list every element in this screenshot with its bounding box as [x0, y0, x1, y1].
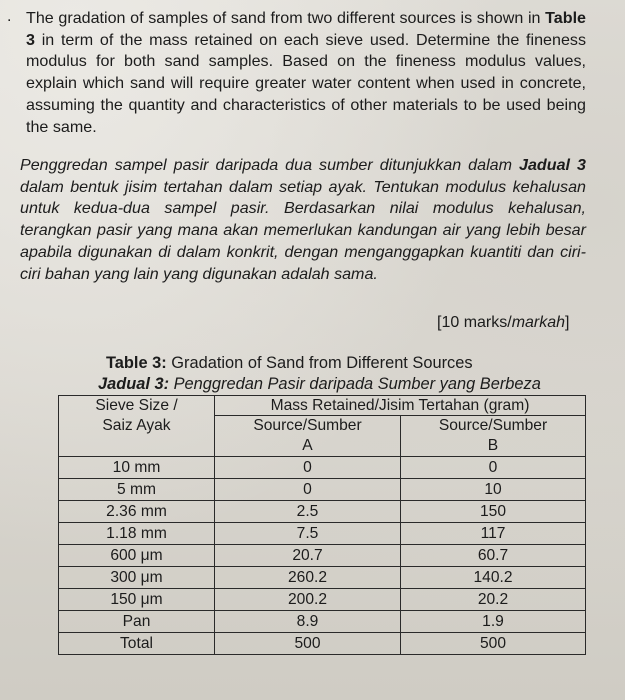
table-caption-english-label: Table 3:: [106, 354, 167, 372]
source-b-cell: 500: [401, 633, 586, 655]
source-b-header: [401, 416, 586, 457]
table-row: [59, 523, 586, 545]
sieve-size-cell: 300 μm: [59, 567, 215, 589]
sieve-size-cell: Pan: [59, 611, 215, 633]
table-row: [59, 457, 586, 479]
sieve-size-header-line2: Saiz Ayak: [102, 417, 171, 434]
table-header-row: [59, 396, 586, 416]
marks-label: [437, 313, 570, 333]
sieve-size-cell: 600 μm: [59, 545, 215, 567]
source-b-cell: 140.2: [401, 567, 586, 589]
source-a-cell: 20.7: [215, 545, 401, 567]
question-text-malay: [20, 155, 586, 285]
question-text-english: [26, 8, 586, 138]
source-a-header-line2: A: [302, 437, 313, 454]
table-row-total: [59, 633, 586, 655]
source-b-header-line1: Source/Sumber: [438, 417, 548, 434]
source-b-cell: 117: [401, 523, 586, 545]
table-row: [59, 589, 586, 611]
table-caption-malay-title: Penggredan Pasir daripada Sumber yang Berbeza: [169, 375, 541, 393]
mass-retained-header: Mass Retained/Jisim Tertahan (gram): [215, 396, 586, 416]
source-a-cell: 0: [215, 479, 401, 501]
sieve-size-cell: 10 mm: [59, 457, 215, 479]
malay-text-start: Penggredan sampel pasir daripada dua sumber ditunjukkan dalam: [20, 156, 520, 174]
sieve-size-cell: Total: [59, 633, 215, 655]
source-b-cell: 10: [401, 479, 586, 501]
table-caption-english: [106, 353, 473, 373]
table-caption-malay: [98, 374, 541, 394]
question-bullet: .: [7, 8, 12, 25]
sieve-size-cell: 2.36 mm: [59, 501, 215, 523]
source-a-header-line1: Source/Sumber: [253, 417, 362, 434]
source-a-cell: 7.5: [215, 523, 401, 545]
source-b-cell: 150: [401, 501, 586, 523]
source-a-cell: 260.2: [215, 567, 401, 589]
sieve-size-cell: 5 mm: [59, 479, 215, 501]
table-row: [59, 567, 586, 589]
sieve-size-header: [59, 396, 215, 457]
source-b-header-line2: B: [487, 437, 499, 454]
source-b-cell: 0: [401, 457, 586, 479]
table-reference: Table 3: [26, 9, 586, 49]
table-caption-english-title: Gradation of Sand from Different Sources: [166, 354, 473, 372]
table-row: [59, 611, 586, 633]
sieve-size-cell: 1.18 mm: [59, 523, 215, 545]
source-b-cell: 1.9: [401, 611, 586, 633]
source-a-cell: 8.9: [215, 611, 401, 633]
malay-text-end: dalam bentuk jisim tertahan dalam setiap ayak. Tentukan modulus kehalusan untuk kedua-dua sampel pasir. Berdasarkan nilai modulus kehalusan, terangkan pasir yang mana akan memerlukan kandungan air yang lebih besar apabila digunakan di dalam konkrit, dengan menganggapkan kuantiti dan ciri-ciri bahan yang lain yang digunakan adalah sama.: [20, 177, 586, 283]
source-a-header: [215, 416, 401, 457]
sieve-size-header-line1: Sieve Size /: [95, 397, 178, 414]
sieve-size-cell: 150 μm: [59, 589, 215, 611]
table-row: [59, 501, 586, 523]
source-a-cell: 500: [215, 633, 401, 655]
table-caption-malay-label: Jadual 3:: [98, 375, 170, 393]
english-text-end: in term of the mass retained on each sieve used. Determine the fineness modulus for both sand samples. Based on the fineness modulus values, explain which sand will require greater water content when used in concrete, assuming the quantity and characteristics of other materials to be used being the same.: [26, 30, 586, 136]
source-a-cell: 200.2: [215, 589, 401, 611]
gradation-table: [58, 395, 586, 655]
table-row: [59, 545, 586, 567]
marks-open: [10 marks/: [437, 314, 512, 331]
english-text-start: The gradation of samples of sand from two different sources is shown in: [26, 9, 546, 27]
source-a-cell: 2.5: [215, 501, 401, 523]
source-b-cell: 20.2: [401, 589, 586, 611]
table-row: [59, 479, 586, 501]
jadual-reference: Jadual 3: [519, 156, 586, 174]
marks-close: ]: [565, 314, 570, 331]
marks-italic: markah: [511, 314, 566, 331]
source-a-cell: 0: [215, 457, 401, 479]
source-b-cell: 60.7: [401, 545, 586, 567]
